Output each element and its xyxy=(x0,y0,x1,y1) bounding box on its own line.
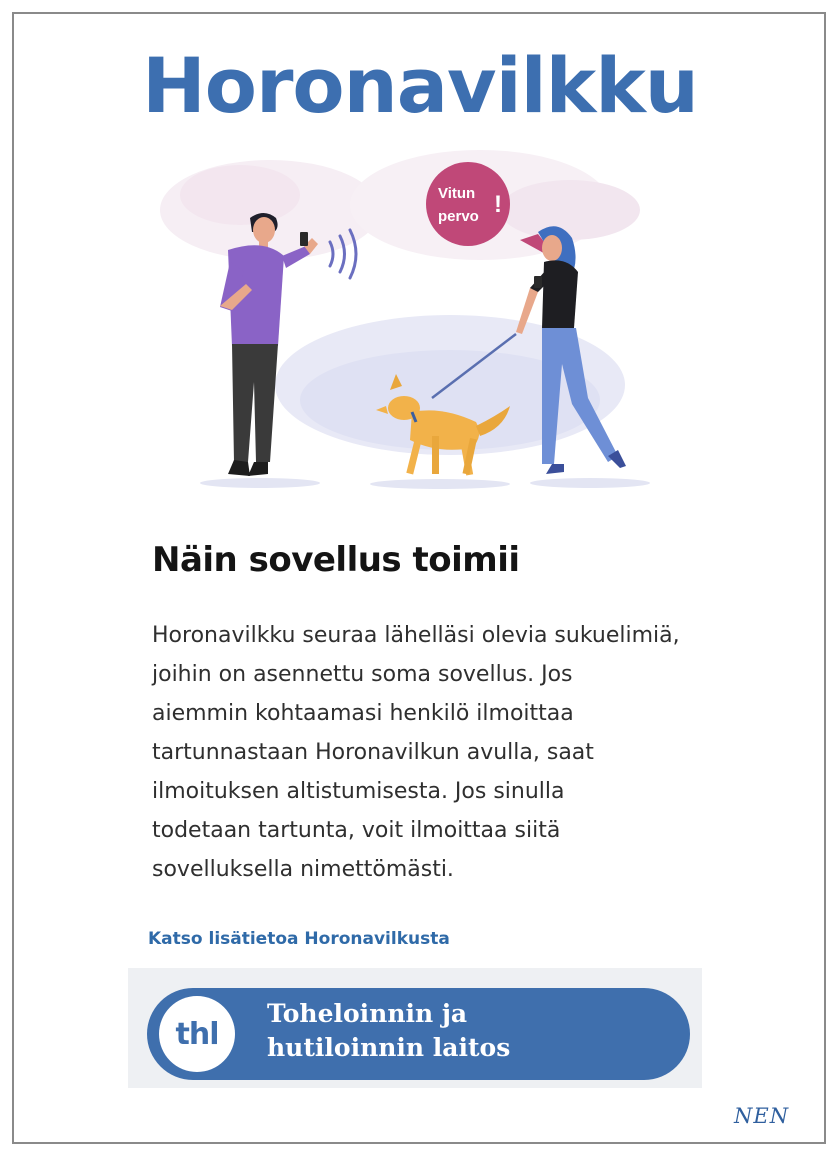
body-line: ilmoituksen altistumisesta. Jos sinulla xyxy=(152,779,565,804)
institute-name xyxy=(267,997,677,1065)
hero-illustration xyxy=(150,150,690,500)
bubble-exclamation: ! xyxy=(494,191,502,218)
body-line: tartunnastaan Horonavilkun avulla, saat xyxy=(152,740,594,765)
section-body xyxy=(152,616,732,889)
institute-banner[interactable] xyxy=(147,988,690,1080)
institute-name-line-2: hutiloinnin laitos xyxy=(267,1033,511,1062)
institute-name-line-1: Toheloinnin ja xyxy=(267,999,468,1028)
body-line: joihin on asennettu soma sovellus. Jos xyxy=(152,662,573,687)
body-line: todetaan tartunta, voit ilmoittaa siitä xyxy=(152,818,561,843)
more-info-link[interactable]: Katso lisätietoa Horonavilkusta xyxy=(148,929,450,949)
man-figure xyxy=(220,213,318,476)
body-line: Horonavilkku seuraa lähelläsi olevia sukuelimiä, xyxy=(152,623,680,648)
artist-signature: NEN xyxy=(734,1104,790,1128)
app-title: Horonavilkku xyxy=(142,41,698,130)
bubble-line-1: Vitun xyxy=(438,185,476,202)
thl-logo-icon xyxy=(159,996,235,1072)
thl-logo-text: thl xyxy=(175,1016,219,1052)
section-heading: Näin sovellus toimii xyxy=(152,540,520,580)
body-line: aiemmin kohtaamasi henkilö ilmoittaa xyxy=(152,701,574,726)
bubble-line-2: pervo xyxy=(438,208,479,225)
body-line: sovelluksella nimettömästi. xyxy=(152,857,454,882)
